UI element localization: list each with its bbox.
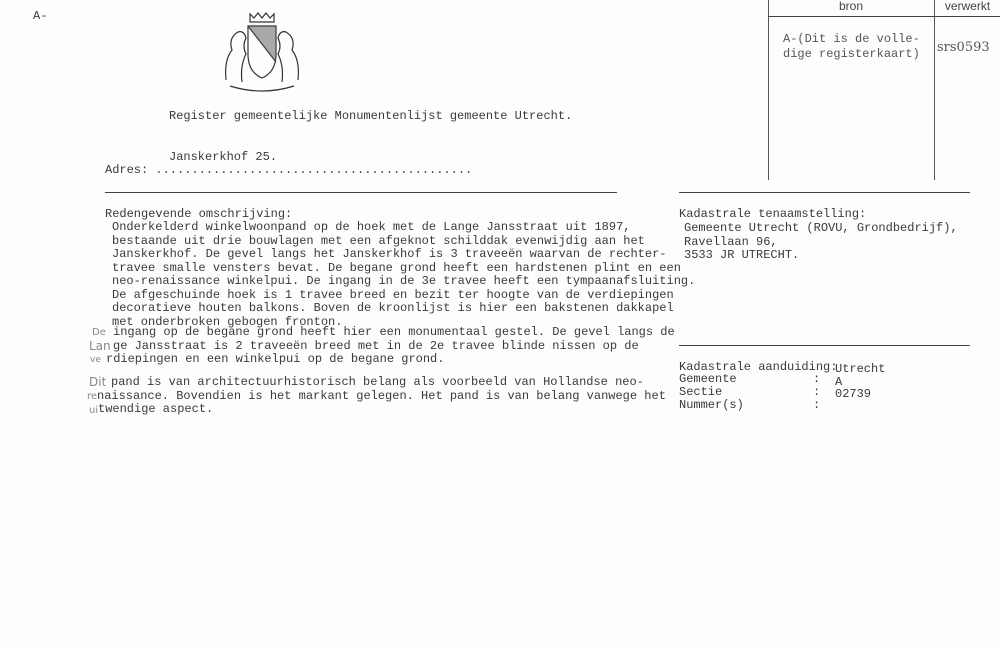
handwritten-correction: ui (89, 405, 99, 416)
handwritten-correction: De (92, 327, 106, 338)
handwritten-correction: Dit (89, 375, 107, 389)
handwritten-correction: re (87, 391, 98, 402)
description-line: De afgeschuinde hoek is 1 travee breed en bezit ter hoogte van de verdiepingen (112, 287, 674, 302)
cadastral-place: Utrecht (835, 362, 886, 376)
separator: : (813, 385, 821, 399)
owner-line: Ravellaan 96, (684, 234, 778, 249)
description-line: pand is van architectuurhistorisch belang als voorbeeld van Hollandse neo- (111, 375, 644, 389)
description-line: twendige aspect. (98, 402, 214, 416)
description-line: ge Jansstraat is 2 traveeën breed met in de 2e travee blinde nissen op de (113, 338, 639, 353)
description-line: Janskerkhof. De gevel langs het Janskerkhof is 3 traveeën waarvan de rechter- (112, 247, 667, 261)
owner-line: 3533 JR UTRECHT. (684, 248, 800, 262)
address-label: Adres: ............................................ (105, 163, 473, 177)
cadastral-row-value: 02739 (835, 387, 872, 401)
separator: : (813, 398, 821, 412)
address-value: Janskerkhof 25. (169, 150, 278, 164)
description-label: Redengevende omschrijving: (105, 207, 293, 221)
description-line: neo-renaissance winkelpui. De ingang in de 3e travee heeft een tympaanafsluiting. (112, 274, 696, 288)
verwerkt-value: srs0593 (937, 40, 990, 55)
register-title: Register gemeentelijke Monumentenlijst gemeente Utrecht. (169, 109, 573, 123)
handwritten-correction: ve (90, 355, 101, 365)
owner-label: Kadastrale tenaamstelling: (679, 207, 867, 221)
description-paragraph (112, 221, 695, 329)
cadastral-label: Kadastrale aanduiding: (679, 360, 838, 374)
cadastral-row-label: Sectie (679, 385, 723, 399)
description-line: ingang op de begane grond heeft hier een monumentaal gestel. De gevel langs de (113, 325, 675, 339)
description-line: naissance. Bovendien is het markant gelegen. Het pand is van belang vanwege het (97, 388, 666, 403)
description-line: met onderbroken gebogen fronton. (112, 314, 343, 329)
description-line: bestaande uit drie bouwlagen met een afgeknot schilddak evenwijdig aan het (112, 233, 645, 248)
cadastral-row-label: Nummer(s) (679, 398, 744, 412)
separator: : (813, 372, 821, 386)
owner-line: Gemeente Utrecht (ROVU, Grondbedrijf), (684, 221, 958, 235)
description-line: travee smalle vensters bevat. De begane grond heeft een hardstenen plint en een (112, 260, 681, 275)
cadastral-row-value: A (835, 375, 843, 389)
description-line: decoratieve houten balkons. Boven de kroonlijst is hier een bakstenen dakkapel (112, 301, 674, 315)
corner-mark: A- (33, 9, 48, 23)
bron-value: A-(Dit is de volle- dige registerkaart) (783, 32, 920, 61)
verwerkt-header: verwerkt (944, 0, 991, 13)
description-line: rdiepingen en een winkelpui op de begane grond. (106, 352, 445, 366)
bron-header: bron (838, 0, 864, 13)
cadastral-row-label: Gemeente (679, 372, 737, 386)
description-line: Onderkelderd winkelwoonpand op de hoek met de Lange Jansstraat uit 1897, (112, 220, 631, 234)
handwritten-correction: Lan (89, 339, 111, 353)
utrecht-coat-of-arms-emblem (220, 10, 304, 98)
